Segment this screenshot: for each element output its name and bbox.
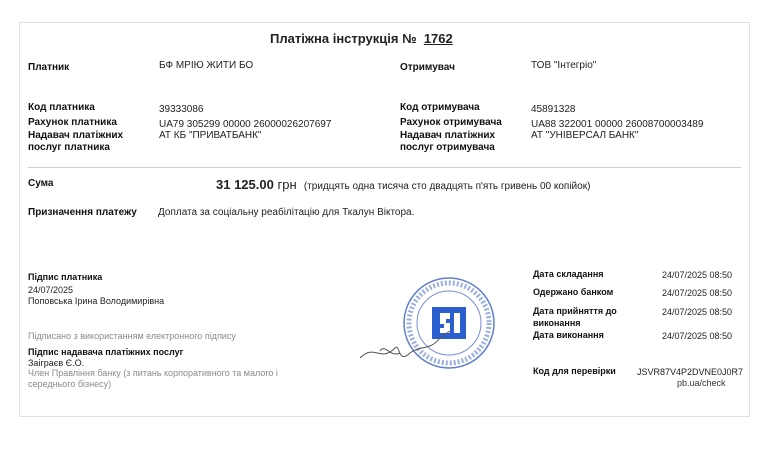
verify-link[interactable]: pb.ua/check: [677, 378, 726, 388]
payer-code: 39333086: [159, 104, 204, 115]
sum-words: (тридцять одна тисяча сто двадцять п'ять гривень 00 копійок): [303, 181, 591, 192]
payer-account-label: Рахунок платника: [28, 117, 117, 128]
date-label: Одержано банком: [533, 287, 614, 297]
date-label: Дата прийняття до виконання: [533, 306, 617, 328]
sum-amount: 31 125.00: [216, 177, 274, 192]
payer-name: БФ МРІЮ ЖИТИ БО: [159, 60, 254, 71]
verify-label: Код для перевірки: [533, 366, 616, 376]
instruction-number: 1762: [423, 31, 453, 46]
e-signature-note: Підписано з використанням електронного підпису: [28, 331, 236, 341]
date-value: 24/07/2025 08:50: [662, 270, 733, 280]
payer-label: Платник: [28, 62, 70, 73]
sum-currency: грн: [277, 177, 297, 192]
bank-sign-position: Член Правління банку (з питань корпоративного та малого і середнього бізнесу): [28, 368, 278, 389]
purpose-label: Призначення платежу: [28, 207, 137, 218]
recipient-account: UA88 322001 00000 26008700003489: [531, 119, 704, 130]
payer-sign-label: Підпис платника: [28, 272, 103, 282]
date-value: 24/07/2025 08:50: [662, 307, 733, 317]
payment-instruction: [19, 22, 750, 417]
sum-label: Сума: [28, 178, 54, 189]
payer-provider: АТ КБ "ПРИВАТБАНК": [159, 130, 262, 141]
bank-stamp-icon: [340, 273, 500, 373]
document-title: [270, 31, 453, 46]
purpose-text: Доплата за соціальну реабілітацію для Ткалун Віктора.: [158, 207, 415, 218]
recipient-provider-label: Надавач платіжних послуг отримувача: [400, 130, 496, 153]
date-label: Дата складання: [533, 269, 604, 279]
payer-provider-label: Надавач платіжних послуг платника: [28, 130, 124, 153]
payer-account: UA79 305299 00000 26000026207697: [159, 119, 332, 130]
date-value: 24/07/2025 08:50: [662, 288, 733, 298]
payer-code-label: Код платника: [28, 102, 95, 113]
recipient-name: ТОВ "Інтегріо": [531, 60, 597, 71]
divider: [28, 167, 741, 168]
date-label: Дата виконання: [533, 330, 604, 340]
title-text: Платіжна інструкція №: [270, 31, 417, 46]
recipient-account-label: Рахунок отримувача: [400, 117, 502, 128]
recipient-label: Отримувач: [400, 62, 455, 73]
recipient-code-label: Код отримувача: [400, 102, 480, 113]
verify-code: JSVR87V4P2DVNE0J0R7: [637, 367, 744, 377]
bank-sign-name: Заіграєв Є.О.: [28, 358, 85, 368]
bank-sign-label: Підпис надавача платіжних послуг: [28, 347, 184, 357]
recipient-code: 45891328: [531, 104, 576, 115]
date-value: 24/07/2025 08:50: [662, 331, 733, 341]
payer-sign-date: 24/07/2025: [28, 285, 74, 295]
sum-amount-line: [216, 177, 590, 192]
recipient-provider: АТ "УНІВЕРСАЛ БАНК": [531, 130, 639, 141]
payer-sign-name: Поповська Ірина Володимирівна: [28, 296, 165, 306]
